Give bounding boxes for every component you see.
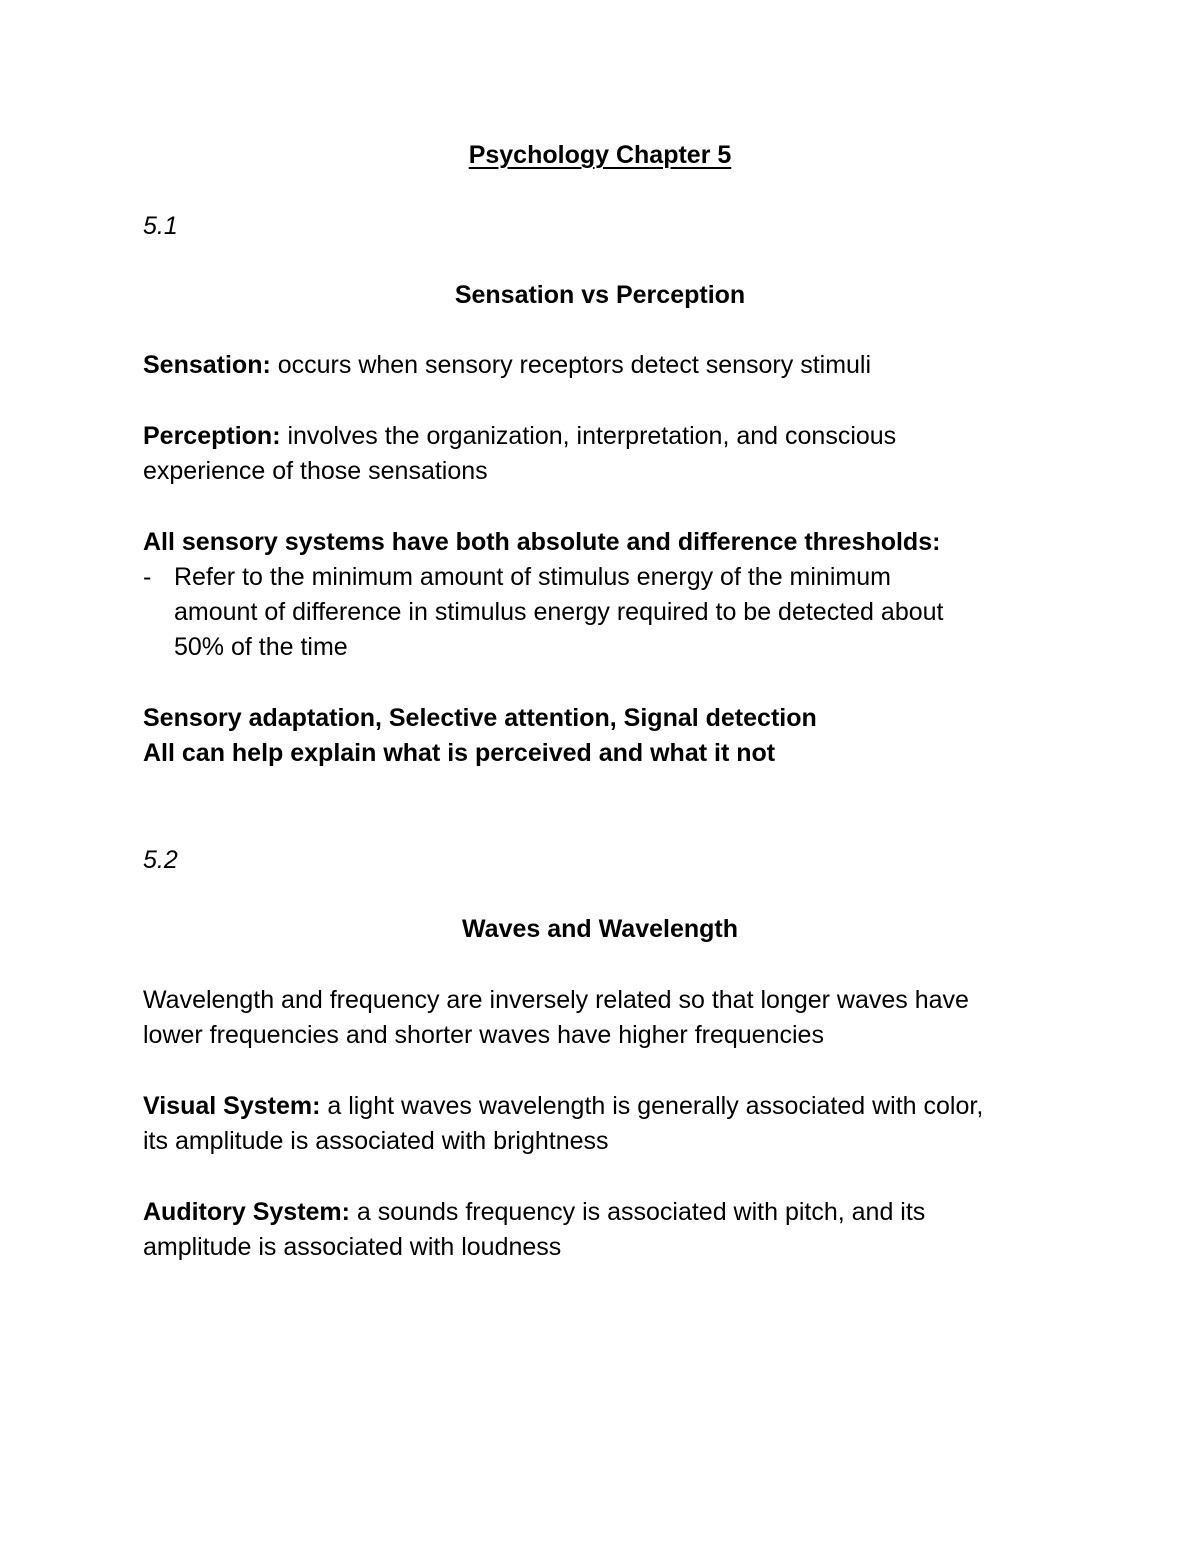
wavelength-intro-line1: Wavelength and frequency are inversely related so that longer waves have xyxy=(143,986,969,1014)
visual-system-term: Visual System: xyxy=(143,1092,321,1120)
section-heading-waves-and-wavelength: Waves and Wavelength xyxy=(462,915,738,943)
perception-text-line1: involves the organization, interpretation, and conscious xyxy=(280,422,897,450)
auditory-system-line1 xyxy=(143,1195,925,1230)
auditory-system-term: Auditory System: xyxy=(143,1198,350,1226)
section-number-5-2: 5.2 xyxy=(143,846,178,874)
visual-system-line1 xyxy=(143,1089,983,1124)
visual-system-text-line1: a light waves wavelength is generally associated with color, xyxy=(320,1092,984,1120)
visual-system-line2: its amplitude is associated with brightness xyxy=(143,1127,609,1155)
summary-line1: Sensory adaptation, Selective attention, Signal detection xyxy=(143,704,817,732)
thresholds-bullet-line1: Refer to the minimum amount of stimulus energy of the minimum xyxy=(174,563,891,591)
perception-definition-line2: experience of those sensations xyxy=(143,457,488,485)
sensation-text: occurs when sensory receptors detect sensory stimuli xyxy=(270,351,872,379)
perception-definition-line1 xyxy=(143,419,896,454)
thresholds-bullet-line3: 50% of the time xyxy=(174,633,348,661)
thresholds-bullet-line2: amount of difference in stimulus energy required to be detected about xyxy=(174,598,944,626)
summary-line2: All can help explain what is perceived and what it not xyxy=(143,739,776,767)
document-title: Psychology Chapter 5 xyxy=(468,141,732,169)
section-number-5-1: 5.1 xyxy=(143,212,178,240)
sensation-definition xyxy=(143,348,871,383)
wavelength-intro-line2: lower frequencies and shorter waves have higher frequencies xyxy=(143,1021,824,1049)
bullet-dash: - xyxy=(143,563,152,591)
thresholds-heading: All sensory systems have both absolute and difference thresholds: xyxy=(143,528,941,556)
sensation-term: Sensation: xyxy=(143,351,271,379)
section-heading-sensation-vs-perception: Sensation vs Perception xyxy=(454,281,746,309)
perception-term: Perception: xyxy=(143,422,281,450)
auditory-system-line2: amplitude is associated with loudness xyxy=(143,1233,562,1261)
auditory-system-text-line1: a sounds frequency is associated with pitch, and its xyxy=(349,1198,926,1226)
